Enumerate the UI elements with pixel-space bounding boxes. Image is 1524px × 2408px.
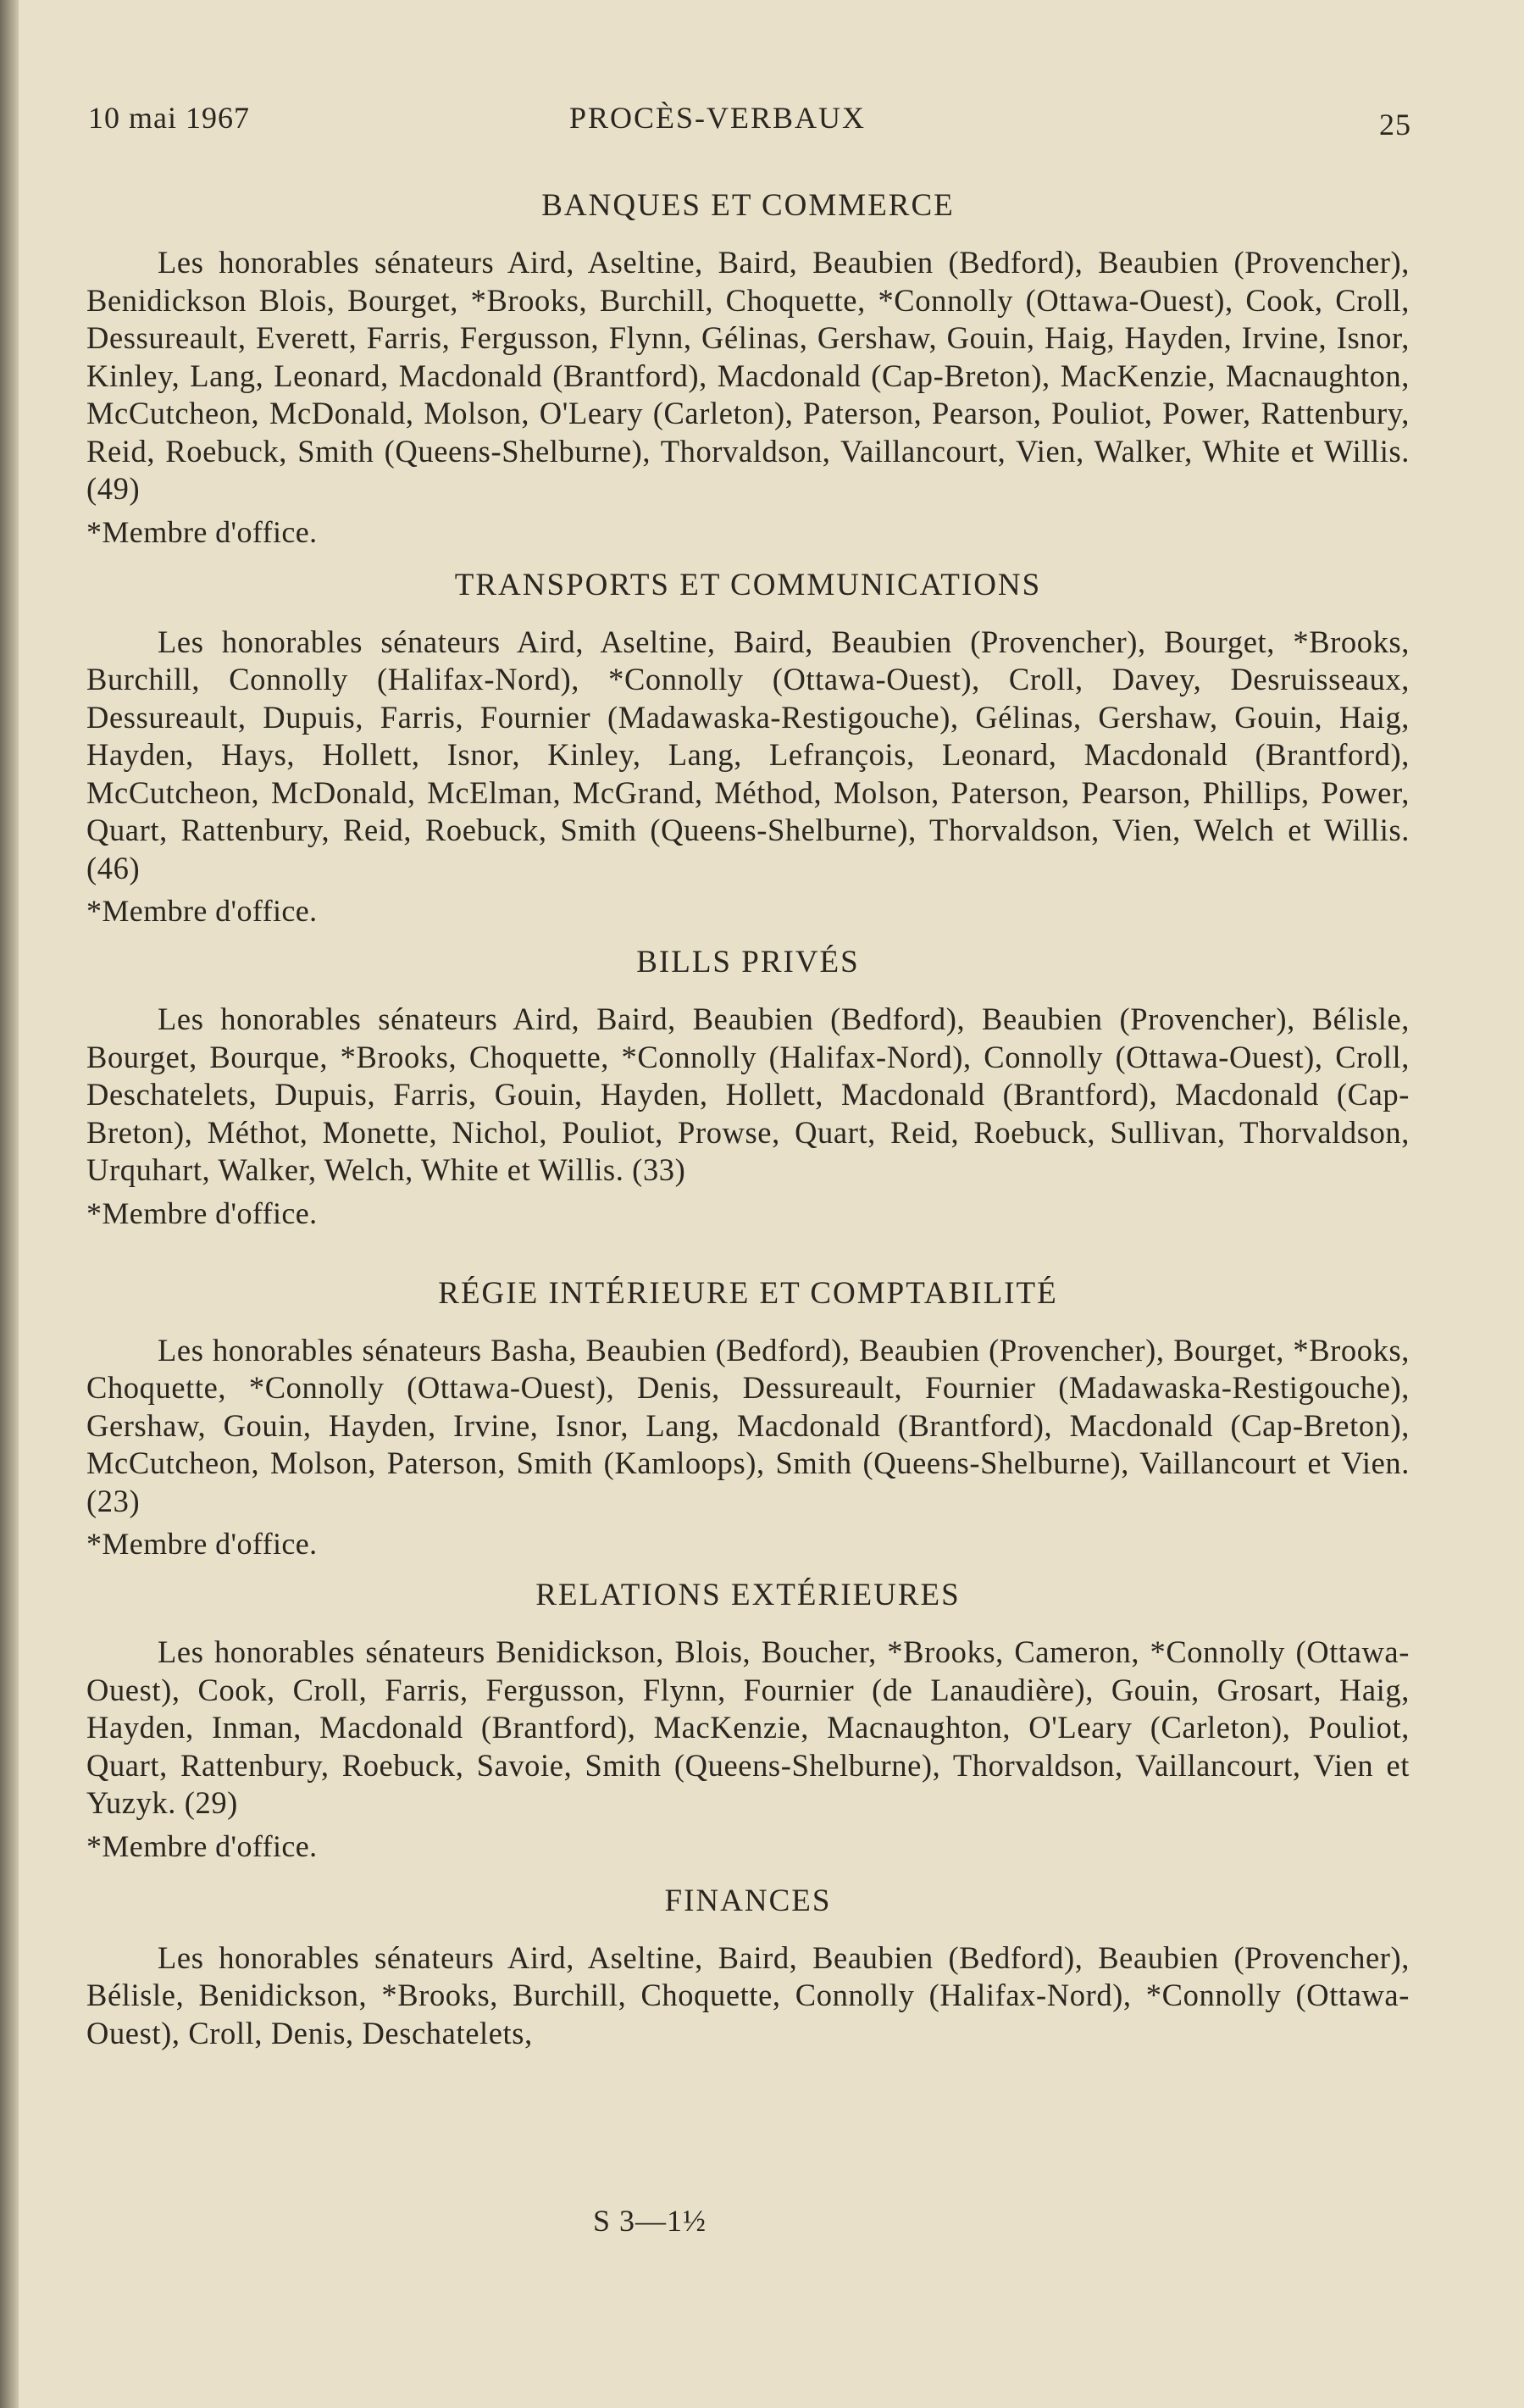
header-date: 10 mai 1967: [88, 101, 250, 135]
section-body: Les honorables sénateurs Benidickson, Blois, Boucher, *Brooks, Cameron, *Connolly (Ottawa-Ouest), Cook, Croll, Farris, Fergusson, Flynn, Fournier (de Lanaudière), Gouin, Grosart, Haig, Hayden, Inman, Macdonald (Brantford), MacKenzie, Macnaughton, O'Leary (Carleton), Pouliot, Quart, Rattenbury, Roebuck, Savoie, Smith (Queens-Shelburne), Thorvaldson, Vaillancourt, Vien et Yuzyk. (29): [86, 1634, 1410, 1820]
section-title: RÉGIE INTÉRIEURE ET COMPTABILITÉ: [438, 1275, 1058, 1311]
page-header: [86, 93, 1410, 153]
section-transports: [86, 566, 1410, 930]
section-body: Les honorables sénateurs Aird, Baird, Beaubien (Bedford), Beaubien (Provencher), Bélisle, Bourget, Bourque, *Brooks, Choquette, *Connolly (Halifax-Nord), Connolly (Ottawa-Ouest), Croll, Deschatelets, Dupuis, Farris, Gouin, Hayden, Hollett, Macdonald (Brantford), Macdonald (Cap-Breton), Méthot, Monette, Nichol, Pouliot, Prowse, Quart, Reid, Roebuck, Sullivan, Thorvaldson, Urquhart, Walker, Welch, White et Willis. (33): [86, 1001, 1410, 1187]
section-title: TRANSPORTS ET COMMUNICATIONS: [454, 567, 1042, 602]
section-banques: [86, 186, 1410, 551]
section-title: BILLS PRIVÉS: [636, 945, 860, 979]
section-title: RELATIONS EXTÉRIEURES: [535, 1578, 961, 1612]
section-relations: [86, 1576, 1410, 1865]
section-note: *Membre d'office.: [86, 894, 318, 928]
section-note: *Membre d'office.: [86, 1828, 318, 1863]
section-bills-prives: [86, 943, 1410, 1232]
section-title: FINANCES: [664, 1883, 832, 1918]
section-body: Les honorables sénateurs Aird, Aseltine, Baird, Beaubien (Bedford), Beaubien (Provencher), Benidickson Blois, Bourget, *Brooks, Burchill, Choquette, *Connolly (Ottawa-Ouest), Cook, Croll, Dessureault, Everett, Farris, Fergusson, Flynn, Gélinas, Gershaw, Gouin, Haig, Hayden, Irvine, Isnor, Kinley, Lang, Leonard, Macdonald (Brantford), Macdonald (Cap-Breton), MacKenzie, Macnaughton, McCutcheon, McDonald, Molson, O'Leary (Carleton), Paterson, Pearson, Pouliot, Power, Rattenbury, Reid, Roebuck, Smith (Queens-Shelburne), Thorvaldson, Vaillancourt, Vien, Walker, White et Willis. (49): [86, 245, 1410, 506]
header-title: PROCÈS-VERBAUX: [569, 101, 867, 135]
section-note: *Membre d'office.: [86, 1527, 318, 1561]
page-number: 25: [1379, 108, 1411, 141]
section-body: Les honorables sénateurs Aird, Aseltine, Baird, Beaubien (Bedford), Beaubien (Provencher), Bélisle, Benidickson, *Brooks, Burchill, Choquette, Connolly (Halifax-Nord), *Connolly (Ottawa-Ouest), Croll, Denis, Deschatelets,: [86, 1939, 1410, 2050]
binding-edge: [0, 0, 19, 2408]
section-body: Les honorables sénateurs Basha, Beaubien (Bedford), Beaubien (Provencher), Bourget, *Brooks, Choquette, *Connolly (Ottawa-Ouest), Denis, Dessureault, Fournier (Madawaska-Restigouche), Gershaw, Gouin, Hayden, Irvine, Isnor, Lang, Macdonald (Brantford), Macdonald (Cap-Breton), McCutcheon, Molson, Paterson, Smith (Kamloops), Smith (Queens-Shelburne), Vaillancourt et Vien. (23): [86, 1332, 1410, 1518]
section-note: *Membre d'office.: [86, 514, 318, 549]
section-note: *Membre d'office.: [86, 1196, 318, 1230]
section-finances: [86, 1882, 1410, 2053]
section-title: BANQUES ET COMMERCE: [541, 188, 955, 223]
page: [86, 93, 1410, 2052]
section-body: Les honorables sénateurs Aird, Aseltine, Baird, Beaubien (Provencher), Bourget, *Brooks, Burchill, Connolly (Halifax-Nord), *Connolly (Ottawa-Ouest), Croll, Davey, Desruisseaux, Dessureault, Dupuis, Farris, Fournier (Madawaska-Restigouche), Gélinas, Gershaw, Gouin, Haig, Hayden, Hays, Hollett, Isnor, Kinley, Lang, Lefrançois, Leonard, Macdonald (Brantford), McCutcheon, McDonald, McElman, McGrand, Méthod, Molson, Paterson, Pearson, Phillips, Power, Quart, Rattenbury, Reid, Roebuck, Smith (Queens-Shelburne), Thorvaldson, Vien, Welch et Willis. (46): [86, 624, 1410, 885]
signature-mark: S 3—1½: [593, 2204, 707, 2238]
section-regie: [86, 1274, 1410, 1563]
